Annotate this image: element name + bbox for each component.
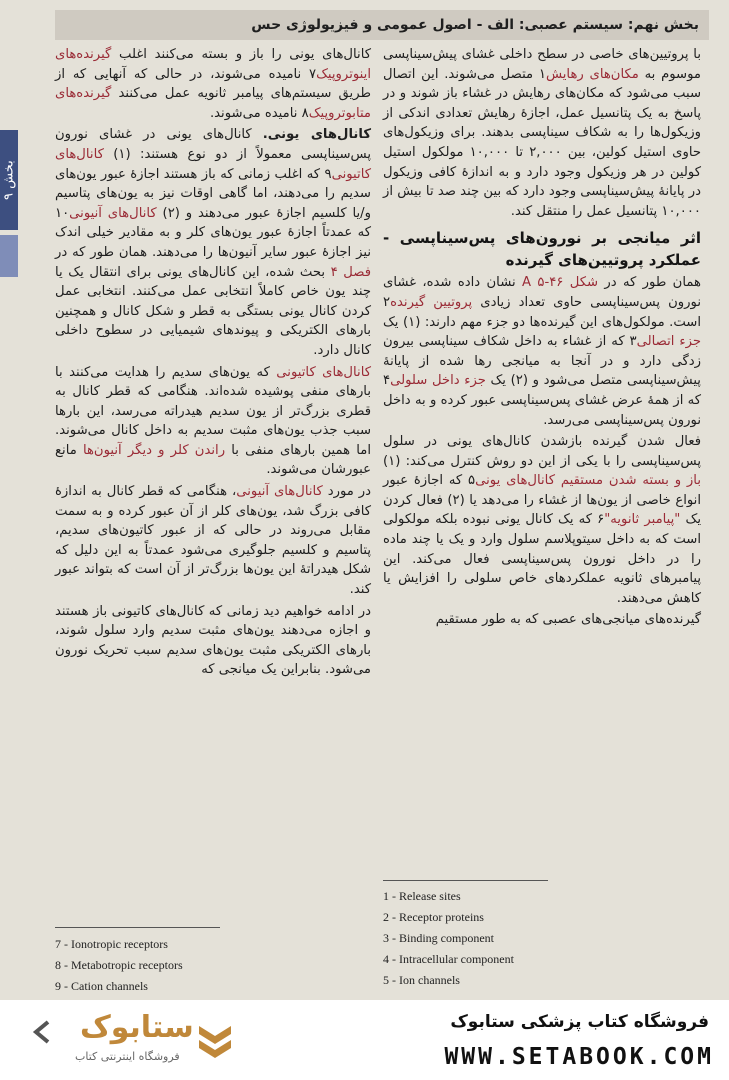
left-column (55, 45, 371, 682)
text: فعال شدن گیرنده بازشدن کانال‌های یونی در سلول پس‌سیناپسی را با یکی از این دو روش کنترل می‌کند: (۱) (383, 434, 701, 469)
header-title: بخش نهم: سیستم عصبی: الف - اصول عمومی و فیزیولوژی حس (251, 17, 699, 33)
highlight-term: پروتیین گیرنده (390, 294, 473, 310)
text: ۷ نامیده می‌شوند، در حالی که آنهایی که از طریق سیستم‌های پیامبر ثانویه عمل می‌کنند (55, 66, 371, 102)
footnote-divider (55, 927, 220, 928)
run-in-heading: کانال‌های یونی. (262, 127, 371, 143)
footnote: 1 - Release sites (383, 889, 461, 903)
logo-text: ستابوک (80, 1010, 194, 1045)
text: ۲ است. مولکول‌های این گیرنده‌ها دو جزء مهم دارند: (۱) یک (383, 294, 702, 330)
text: ۵ که اجازهٔ عبور انواع خاصی از یون‌ها از غشاء را می‌دهد یا (۲) فعال کردن یک (383, 473, 701, 528)
text: کانال‌های یونی را باز و بسته می‌کنند اغلب (111, 47, 371, 62)
text: کانال‌های یونی در غشای نورون پس‌سیناپسی معمولاً از دو نوع هستند: (۱) (55, 127, 371, 162)
shop-name: فروشگاه کتاب پزشکی ستابوک (450, 1012, 709, 1032)
text: نشان داده شده، غشای نورون پس‌سیناپسی حاوی تعداد زیادی (383, 275, 701, 310)
section-tab (0, 130, 18, 230)
logo-subtitle: فروشگاه اینترنتی کتاب (75, 1050, 180, 1063)
text: ۸ نامیده می‌شوند. (209, 105, 309, 121)
paragraph (383, 273, 701, 430)
chevron-logo-icon (195, 1020, 235, 1060)
paragraph (383, 45, 701, 221)
figure-ref: شکل ۴۶-۵ A (521, 275, 599, 291)
footnote: 7 - Ionotropic receptors (55, 937, 168, 951)
paragraph: در ادامه خواهیم دید زمانی که کانال‌های کاتیونی باز هستند و اجازه می‌دهند یون‌های مثبت سدیم وارد سلول شوند، بارهای الکتریکی مثبت یون‌های سدیم سبب تحریک نورون می‌شود. بنابراین یک میانجی که (55, 603, 371, 678)
highlight-term: کانال‌های کاتیونی (55, 146, 371, 182)
footnotes-left (55, 934, 183, 997)
chevron-left-icon (30, 1020, 54, 1044)
text: ۹ که اغلب زمانی که باز هستند اجازهٔ عبور یون‌های سدیم را می‌دهند، اما گاهی اوقات نیز به یون‌های پتاسیم و/یا کلسیم اجازهٔ عبور می‌دهند و (۲) (55, 166, 371, 221)
text: بحث شده، این کانال‌های یونی برای انتقال یک یا چند یون خاص کاملاً انتخابی عمل می‌کنند. انتخابی عمل کردن کانال یونی بستگی به قطر و شکل کانال و همچنین بارهای الکتریکی و پیوندهای شیمیایی در سطوح داخلی کانال دارد. (55, 264, 371, 358)
footnotes-right (383, 886, 514, 991)
text: مانع عبورشان می‌شوند. (55, 442, 371, 478)
paragraph (55, 45, 371, 123)
text: ۱۰ که عمدتاً اجازهٔ عبور یون‌های کلر و به مقادیر خیلی اندک نیز اجازهٔ عبور سایر آنیون‌ها را می‌دهند. همان طور که در (55, 205, 371, 260)
highlight-term: راندن کلر و دیگر آنیون‌ها (82, 442, 226, 458)
highlight-term: کانال‌های آنیونی (69, 205, 157, 221)
text: ، هنگامی که قطر کانال به اندازهٔ کافی بزرگ شد، یون‌های کلر از آن عبور کرده و به سمت مقابل می‌روند در حالی که از عبور کاتیون‌های سدیم، پتاسیم و کلسیم جلوگیری می‌شود عمدتاً به این دلیل که شکل هیدراتهٔ این یون‌ها بزرگ‌تر از آن است که بتواند عبور کند. (55, 484, 371, 598)
text: با پروتیین‌های خاصی در سطح داخلی غشای پیش‌سیناپسی موسوم به (383, 47, 701, 82)
footnote-divider (383, 880, 548, 881)
paragraph (55, 363, 371, 481)
page-header (55, 10, 709, 40)
footnote: 2 - Receptor proteins (383, 910, 484, 924)
watermark-footer (0, 1000, 729, 1080)
highlight-term: جزء داخل سلولی (390, 373, 486, 389)
highlight-term: "پیامبر ثانویه" (604, 512, 681, 528)
highlight-term: گیرنده‌های متابوتروپیک (55, 86, 371, 121)
text: که یون‌های سدیم را هدایت می‌کنند با بارهای منفی پوشیده شده‌اند. هنگامی که قطر کانال به قطری بزرگ‌تر از یون سدیم هیدراته می‌رسد، این بارها سبب جذب یون‌های مثبت سدیم به داخل کانال می‌شوند. اما همین بارهای منفی با (55, 364, 371, 458)
footnote: 8 - Metabotropic receptors (55, 958, 183, 972)
paragraph (55, 125, 371, 360)
section-tab-marker (0, 235, 18, 277)
text: ۱ متصل می‌شوند. این اتصال سبب می‌شود که مکان‌های رهایش در غشاء باز شوند و در پاسخ به یک پتانسیل عمل، اجازهٔ رهایش تعدادی اندکی از وزیکول‌ها را به شکاف سیناپسی بدهند. برای وزیکول‌های حاوی استیل کولین، بین ۲,۰۰۰ تا ۱۰,۰۰۰ مولکول استیل کولین در هر وزیکول وجود دارد و به اندازهٔ کافی وزیکول در پایانهٔ پیش‌سیناپسی وجود دارد که بین چند صد تا بیش از ۱۰,۰۰۰ پتانسیل عمل را منتقل کند. (383, 66, 701, 219)
text: ۳ که از غشاء به داخل شکاف سیناپسی بیرون زدگی دارد و در آنجا به میانجی رها شده از پایانهٔ پیش‌سیناپسی متصل می‌شود و (۲) یک (383, 334, 701, 389)
section-tab-label: بخش ۹ (1, 160, 17, 200)
text: در مورد (322, 484, 372, 500)
highlight-term: کانال‌های آنیونی (236, 484, 323, 500)
right-column (383, 45, 701, 632)
text: ۴ که از همهٔ عرض غشای پس‌سیناپسی عبور کرده و به داخل نورون پس‌سیناپسی می‌رسد. (383, 373, 701, 428)
paragraph: گیرنده‌های میانجی‌های عصبی که به طور مستقیم (435, 612, 701, 628)
footnote: 3 - Binding component (383, 931, 494, 945)
chapter-ref: فصل ۴ (330, 264, 371, 280)
paragraph (383, 432, 701, 608)
section-heading: اثر میانجی بر نورون‌های پس‌سیناپسی - عملکرد پروتیین‌های گیرنده (383, 229, 701, 270)
footnote: 5 - Ion channels (383, 973, 460, 987)
paragraph (55, 482, 371, 600)
footnote: 4 - Intracellular component (383, 952, 514, 966)
highlight-term: جزء اتصالی (636, 334, 701, 350)
text: همان طور که در (598, 275, 701, 291)
highlight-term: گیرنده‌های اینوتروپیک (55, 47, 371, 82)
shop-url[interactable]: WWW.SETABOOK.COM (444, 1044, 714, 1070)
highlight-term: مکان‌های رهایش (545, 66, 639, 82)
footnote: 9 - Cation channels (55, 979, 148, 993)
shop-logo (30, 1010, 260, 1070)
highlight-term: کانال‌های کاتیونی (276, 364, 372, 380)
text: ۶ که یک کانال یونی نبوده بلکه مولکولی است که به داخل سیتوپلاسم سلول وارد و یک یا چند ماده را در داخل نورون پس‌سیناپسی فعال می‌کند. این پیامبرهای ثانویه عملکردهای خاص سلولی را افزایش یا کاهش می‌دهند. (383, 512, 701, 606)
highlight-term: باز و بسته شدن مستقیم کانال‌های یونی (475, 473, 701, 489)
